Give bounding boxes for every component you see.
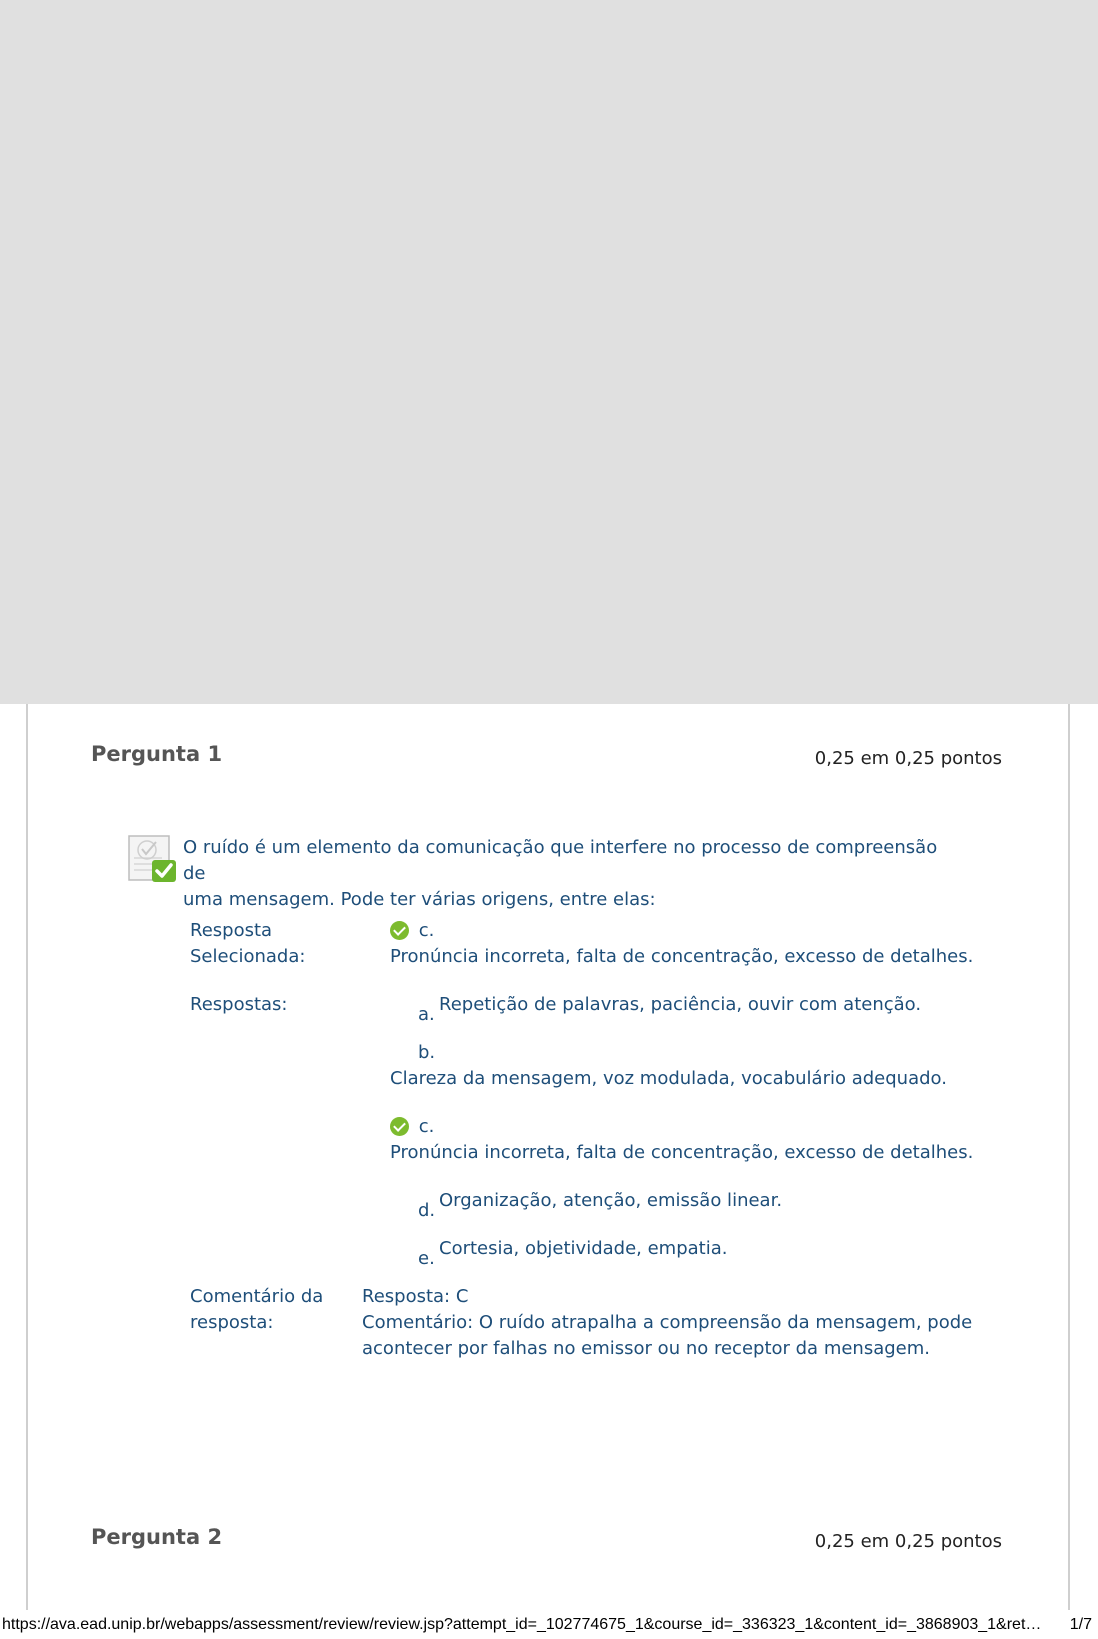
- answers-label: Respostas:: [190, 994, 288, 1015]
- question-1-text-line-1: O ruído é um elemento da comunicação que interfere no processo de compreensão de: [183, 837, 938, 884]
- check-icon: [390, 1117, 409, 1136]
- question-1-text-line-2: uma mensagem. Pode ter várias origens, entre elas:: [183, 889, 656, 910]
- question-2-title: Pergunta 2: [91, 1525, 223, 1549]
- answer-e-text: Cortesia, objetividade, empatia.: [439, 1238, 728, 1259]
- question-1-title: Pergunta 1: [91, 742, 223, 766]
- comment-line-1: Resposta: C: [362, 1286, 469, 1307]
- content-frame-left-border: [26, 704, 28, 1610]
- answer-b-letter: b.: [418, 1042, 436, 1063]
- answer-e-letter: e.: [418, 1248, 435, 1269]
- answer-a-letter: a.: [418, 1004, 435, 1025]
- answer-d-letter: d.: [418, 1200, 436, 1221]
- selected-answer-label-line-1: Resposta: [190, 920, 273, 941]
- content-frame-right-border: [1068, 704, 1070, 1610]
- question-1-text: [183, 835, 943, 913]
- selected-answer-label-line-2: Selecionada:: [190, 946, 306, 967]
- selected-answer-letter: c.: [390, 920, 434, 941]
- question-2-points: 0,25 em 0,25 pontos: [814, 1531, 1002, 1552]
- check-icon: [390, 921, 409, 940]
- comment-line-2: Comentário: O ruído atrapalha a compreensão da mensagem, pode: [362, 1312, 973, 1333]
- answer-c-letter: c.: [390, 1116, 434, 1137]
- answer-c-text: Pronúncia incorreta, falta de concentração, excesso de detalhes.: [390, 1142, 974, 1163]
- comment-label-line-1: Comentário da: [190, 1286, 324, 1307]
- question-1-points: 0,25 em 0,25 pontos: [814, 748, 1002, 769]
- answer-d-text: Organização, atenção, emissão linear.: [439, 1190, 783, 1211]
- correct-answer-icon: [128, 834, 178, 884]
- answer-b-text: Clareza da mensagem, voz modulada, vocabulário adequado.: [390, 1068, 947, 1089]
- answer-a-text: Repetição de palavras, paciência, ouvir com atenção.: [439, 994, 922, 1015]
- page-url: https://ava.ead.unip.br/webapps/assessment/review/review.jsp?attempt_id=_102774675_1&course_id=_336323_1&content_id=_3868903_1&ret…: [2, 1616, 1042, 1633]
- selected-answer-text: Pronúncia incorreta, falta de concentração, excesso de detalhes.: [390, 946, 974, 967]
- page-number: 1/7: [1069, 1616, 1092, 1633]
- comment-label-line-2: resposta:: [190, 1312, 274, 1333]
- comment-line-3: acontecer por falhas no emissor ou no receptor da mensagem.: [362, 1338, 930, 1359]
- top-gray-banner: [0, 0, 1098, 704]
